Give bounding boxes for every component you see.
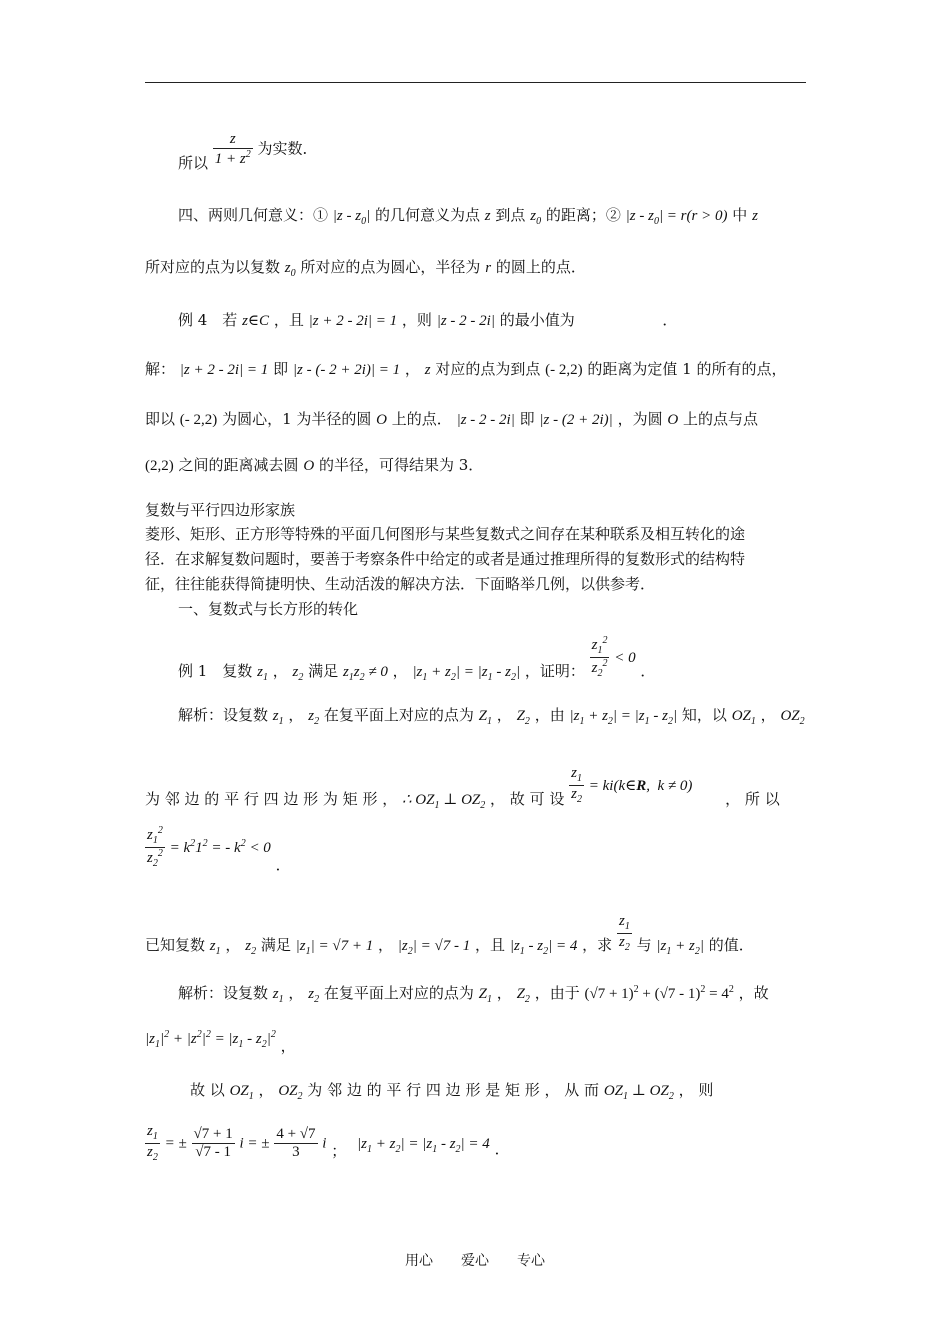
text: ， [280,1037,296,1055]
section-title: 复数与平行四边形家族 [145,501,296,519]
math-z0: $z_0$ [530,208,542,227]
math-simplified-ratio: $\frac{4 + √7}{3}$ [276,1126,316,1160]
math-z-in-c: z∈C [242,313,270,329]
math-i: i = ± [239,1135,270,1152]
math-sqrt-ratio: $\frac{√7 + 1}{√7 - 1}$ [193,1126,233,1160]
math-z0: $z_0$ [284,260,296,279]
line-solution-3 [145,458,483,474]
text: 为 邻 边 的 平 行 四 边 形 是 矩 形 ， 从 而 [307,1081,600,1099]
paragraph-line: 菱形、矩形、正方形等特殊的平面几何图形与某些复数式之间存在某种联系及相互转化的途 [145,525,746,543]
math-abs-z-minus-z0: $|z - z_0|$ [332,208,371,227]
text: 所对应的点为以复数 [145,258,281,276]
math-Z2: $Z_2$ [516,986,530,1005]
math-abs-diff: $|z_1 - z_2| = 4$ [509,937,578,957]
math-i: i [322,1135,327,1152]
math-z2: $z_2$ [308,986,320,1005]
text: ， [392,661,408,680]
line-analysis-5 [145,1029,296,1055]
math-z2: $z_2$ [292,663,304,683]
math-point: (2,2) [145,458,174,474]
math-z1-over-z2: $\frac{z_1}{z_2}$ [571,765,582,805]
line-analysis-3 [145,825,291,874]
text: 对应的点为到点 [435,360,541,378]
text: ，故 [738,984,769,1002]
text: 中 [732,206,748,224]
math-condition: |z + 2 - 2i| = 1 [308,313,398,329]
math-z1: $z_1$ [272,986,284,1005]
text: ，且 [475,935,506,954]
text: ． [275,855,291,874]
text: 与 [636,935,652,954]
math-result: = $k^21^2$ = - $k^2 < 0$ [169,837,271,856]
line-geometric-meaning [178,208,758,227]
math-abs-z1: $|z_1| = √7 + 1$ [295,937,374,957]
text: ，由于 [534,984,580,1002]
math-abs-sum-squares: $|z_1|^2 + |z^2|^2 = |z_1 - z_2|^2$ [145,1029,276,1050]
line-analysis-6 [190,1083,713,1102]
text: ， 所 以 [725,789,780,808]
text: ，且 [273,311,304,329]
math-condition: |z + 2 - 2i| = 1 [179,362,269,378]
math-point: (- 2,2) [179,412,218,428]
math-Z2: $Z_2$ [516,708,530,727]
text: 的几何意义为点 [375,206,481,224]
text: ， [272,661,288,680]
text: 到点 [495,206,526,224]
math-z2: $z_2$ [308,708,320,727]
text: ， [258,1081,274,1099]
math-z2: $z_2$ [245,937,257,957]
text: 的距离；② [545,206,621,224]
text: ， [288,706,304,724]
math-abs-result: $|z_1 + z_2| = |z_1 - z_2| = 4$ [357,1135,490,1155]
header-rule [145,82,806,83]
math-Z1: $Z_1$ [478,708,492,727]
math-perpendicular: $OZ_1$ ⊥ $OZ_2$ [603,1083,674,1102]
math-abs-equality: $|z_1 + z_2| = |z_1 - z_2|$ [412,663,521,683]
page-footer: 用心 爱心 专心 [405,1253,545,1269]
math-perpendicular: ∴ $OZ_1$ ⊥ $OZ_2$ [402,791,486,811]
math-ki: = ki(k∈R, k ≠ 0) [588,777,693,794]
math-z1-over-z2: $\frac{z_1}{z_2}$ [618,913,630,953]
text: ，则 [401,311,432,329]
text: ，求 [582,935,613,954]
line-solution-2 [145,412,758,428]
text: 的最小值为 [499,311,575,329]
math-pm: = ± [164,1135,187,1152]
math-z: z [752,208,758,224]
text: ，证明： [524,661,585,680]
text: ，由 [534,706,565,724]
text: 之间的距离减去圆 [178,456,299,474]
text: ． [640,661,656,680]
text: ， [760,706,776,724]
math-point: (- 2,2) [545,362,583,378]
math-z: z [484,208,491,224]
math-ratio-squared: $\frac{z_1^2}{z_2^2}$ [147,825,163,869]
text: 即 [273,360,289,378]
text: 例 1 复数 [178,661,253,680]
line-analysis-2 [145,760,780,811]
math-OZ1: $OZ_1$ [229,1083,254,1102]
math-target: |z - 2 - 2i| [456,412,515,428]
math-less-zero: < 0 [614,649,636,666]
text: 所对应的点为圆心，半径为 [300,258,481,276]
math-z: z [424,362,431,378]
text-is-real: 为实数． [257,139,318,158]
text: 为圆心，1 为半径的圆 [222,410,372,428]
subsection-title: 一、复数式与长方形的转化 [178,600,359,618]
math-circle-eq: $|z - z_0| = r(r > 0)$ [625,208,728,227]
text: 知，以 [681,706,727,724]
line-problem-2 [145,900,754,957]
text: 即以 [145,410,176,428]
text: 上的点． [391,410,452,428]
text: 满足 [260,935,291,954]
text: 例 4 若 [178,311,238,329]
math-Z1: $Z_1$ [478,986,492,1005]
math-OZ1: $OZ_1$ [731,708,756,727]
text: 解析：设复数 [178,706,269,724]
text: 的圆上的点． [495,258,586,276]
math-OZ2: $OZ_2$ [780,708,805,727]
text: ， [496,706,512,724]
text: ， [288,984,304,1002]
text: ， [225,935,241,954]
math-target: |z - 2 - 2i| [436,313,495,329]
text: 解： [145,360,176,378]
math-ratio-squared: $\frac{z_1^2}{z_2^2}$ [591,635,608,679]
math-z1: $z_1$ [257,663,268,683]
text: 上的点与点 [682,410,758,428]
line-example-1 [178,630,656,683]
text: ， [496,984,512,1002]
math-condition-rewritten: |z - (- 2 + 2i)| = 1 [292,362,401,378]
text: ， [404,360,420,378]
math-product-nonzero: $z_1z_2 \ne 0$ [342,663,388,683]
text: 满足 [308,661,339,680]
text: 为 邻 边 的 平 行 四 边 形 为 矩 形 ， [145,789,398,808]
text: ，为圆 [617,410,663,428]
text: 在复平面上对应的点为 [323,706,474,724]
paragraph-line: 径．在求解复数问题时，要善于考察条件中给定的或者是通过推理所得的复数形式的结构特 [145,550,746,568]
math-O: O [376,412,388,428]
line-analysis-1 [178,708,805,727]
math-O: O [667,412,679,428]
line-real-number [178,131,318,172]
text: 的半径，可得结果为 3． [318,456,484,474]
text: ． [494,1139,510,1158]
text: ， [378,935,394,954]
text: ． [662,311,678,329]
text: 故 以 [190,1081,225,1099]
math-O: O [303,458,315,474]
text: 解析：设复数 [178,984,269,1002]
text: 即 [519,410,535,428]
line-analysis-4 [178,985,769,1005]
text: ， 则 [678,1081,714,1099]
text: 的距离为定值 1 的所有的点， [587,360,787,378]
math-OZ2: $OZ_2$ [278,1083,303,1102]
text: 已知复数 [145,935,206,954]
text: 四、两则几何意义：① [178,206,329,224]
math-target-rewritten: |z - (2 + 2i)| [539,412,613,428]
text: 的值． [708,935,754,954]
math-r: r [485,260,492,276]
line-circle-points [145,260,586,279]
text-so: 所以 [178,153,209,172]
math-abs-z2: $|z_2| = √7 - 1$ [397,937,471,957]
math-z1: $z_1$ [272,708,284,727]
line-solution-1 [145,362,786,378]
math-pythagoras: $(√7 + 1)^2 + (√7 - 1)^2 = 4^2$ [584,984,734,1002]
text: 在复平面上对应的点为 [323,984,474,1002]
text: ； [331,1141,347,1160]
math-abs-sum: $|z_1 + z_2|$ [656,937,704,957]
math-abs-equality: $|z_1 + z_2| = |z_1 - z_2|$ [569,708,678,727]
paragraph-line: 征，往往能获得简捷明快、生动活泼的解决方法．下面略举几例，以供参考． [145,575,656,593]
math-z-over-1-plus-z2: $\frac{z}{1 + z^2}$ [214,131,251,167]
text: ， 故 可 设 [490,789,565,808]
line-example-4 [178,313,677,329]
math-z1-over-z2: $\frac{z_1}{z_2}$ [147,1123,158,1163]
line-analysis-7 [145,1124,510,1163]
math-z1: $z_1$ [209,937,221,957]
